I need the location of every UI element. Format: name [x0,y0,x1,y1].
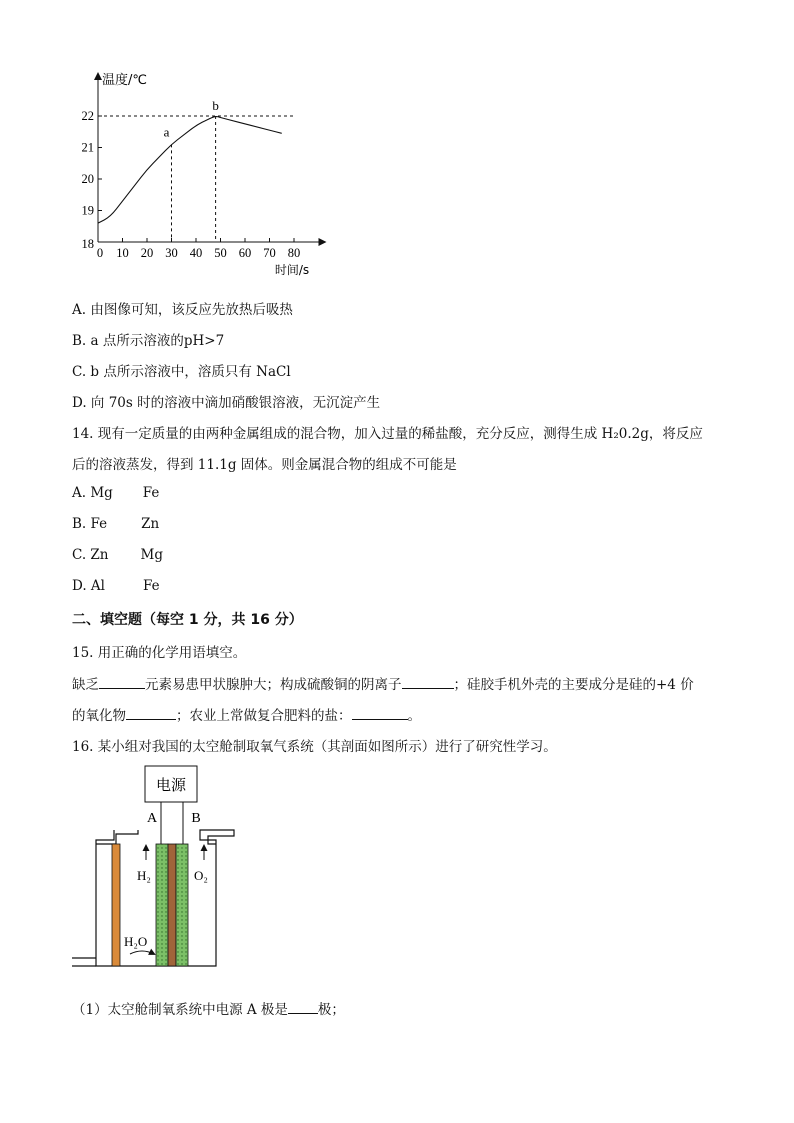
h2o-label: H₂O [124,934,148,949]
answer-blank[interactable] [126,706,176,720]
point-label-b: b [212,98,219,113]
temperature-time-chart [70,66,330,282]
q15-text: 元素易患甲状腺肿大；构成硫酸铜的阴离子 [145,677,402,693]
oxygen-system-diagram [72,762,252,982]
option-letter: A. Mg [72,485,113,501]
electrode-a-label: A [146,811,158,826]
center-membrane [168,844,176,966]
x-tick-label: 10 [116,246,129,260]
option-second: Mg [140,547,163,563]
option-d: D. 向 70s 时的溶液中滴加硝酸银溶液，无沉淀产生 [72,395,381,411]
x-tick-label: 40 [189,246,203,260]
x-tick-label: 30 [165,246,178,260]
point-label-a: a [163,124,170,140]
answer-blank[interactable] [99,675,145,689]
y-tick-label: 21 [81,140,94,155]
answer-blank[interactable] [352,706,408,720]
option-second: Fe [143,578,160,594]
q15-line1 [72,673,694,693]
green-layer-right [176,844,188,966]
option-a: A. 由图像可知，该反应先放热后吸热 [72,302,293,318]
green-layer-left [156,844,168,966]
option-letter: B. Fe [72,516,108,532]
x-tick-label: 60 [238,246,252,260]
x-tick-label: 0 [96,246,104,260]
electrode-b-label: B [191,811,201,826]
q15-text: ；硅胶手机外壳的主要成分是硅的+4 价 [453,677,694,693]
x-axis-label: 时间/s [274,263,310,277]
answer-blank[interactable] [402,675,454,689]
section-title: 二、填空题（每空 1 分，共 16 分） [72,612,303,628]
temperature-curve [98,117,282,224]
x-tick-label: 80 [287,246,301,260]
o2-label: O₂ [194,868,208,883]
q16-text: （1）太空舱制氧系统中电源 A 极是 [72,1002,288,1018]
q14-option-b [72,516,159,532]
q14-option-a [72,485,159,501]
power-label: 电源 [155,776,187,794]
q15-text: ；农业上常做复合肥料的盐： [176,708,352,724]
q14-option-c [72,547,163,563]
q16-text: 极； [317,1002,345,1018]
q14-stem-line1: 14. 现有一定质量的由两种金属组成的混合物，加入过量的稀盐酸，充分反应，测得生成 H₂0.2g，将反应 [72,426,703,442]
q15-title: 15. 用正确的化学用语填空。 [72,645,247,661]
q15-line2 [72,704,421,724]
left-electrode [112,844,120,966]
q16-sub1 [72,998,345,1018]
q15-text: 缺乏 [72,677,99,693]
q16-title: 16. 某小组对我国的太空舱制取氧气系统（其剖面如图所示）进行了研究性学习。 [72,739,557,755]
y-tick-label: 19 [81,203,94,218]
x-tick-label: 20 [140,246,154,260]
q15-text: 的氧化物 [72,708,126,724]
q14-stem-line2: 后的溶液蒸发，得到 11.1g 固体。则金属混合物的组成不可能是 [72,457,457,473]
option-letter: D. Al [72,578,105,594]
q15-text: 。 [407,708,421,724]
option-second: Fe [142,485,160,501]
y-tick-label: 18 [81,237,94,251]
y-axis-label: 温度/℃ [102,73,147,88]
option-c: C. b 点所示溶液中，溶质只有 NaCl [72,364,291,380]
x-tick-label: 70 [263,246,276,260]
y-tick-label: 20 [81,172,94,186]
q14-option-d [72,578,160,594]
answer-blank[interactable] [288,1000,318,1014]
y-tick-label: 22 [81,109,94,123]
option-b: B. a 点所示溶液的pH>7 [72,333,225,349]
x-tick-label: 50 [214,246,227,260]
option-second: Zn [141,516,160,532]
h2-label: H₂ [137,868,151,883]
option-letter: C. Zn [72,547,109,563]
